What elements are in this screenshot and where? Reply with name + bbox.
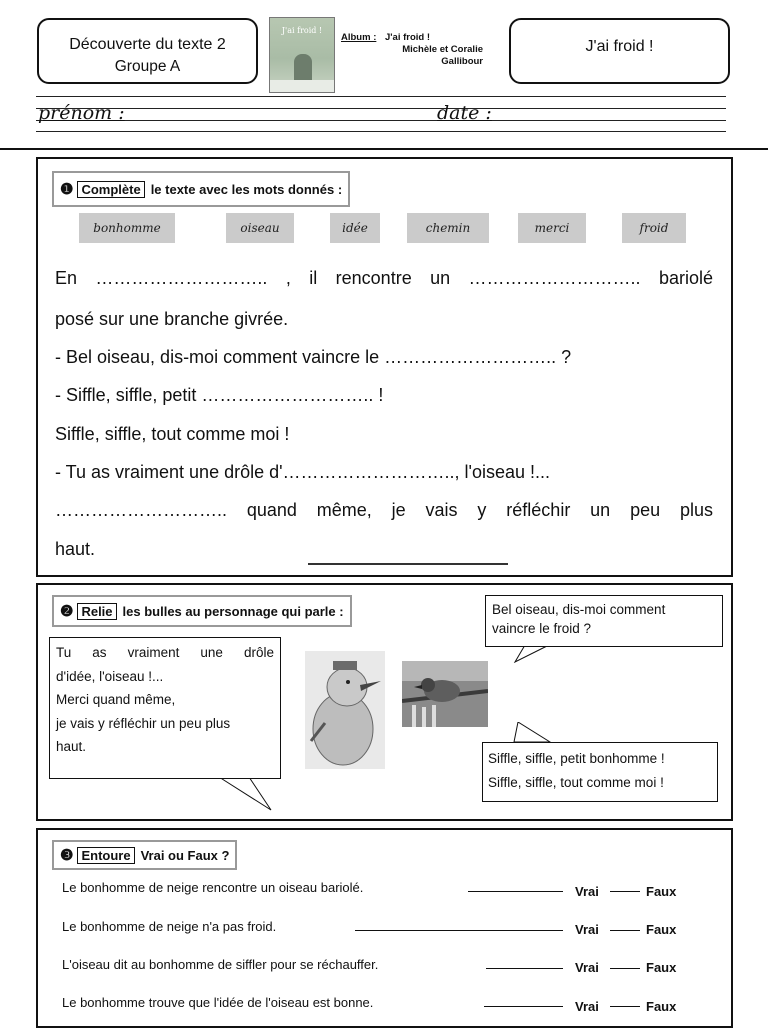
writing-line [36,108,726,109]
bubble-line: Merci quand même, [56,692,176,707]
speech-bubble-snowman [49,637,281,813]
album-line1 [341,32,483,44]
bubble-box [49,637,281,779]
text-line: posé sur une branche givrée. [55,309,289,329]
word-tile: oiseau [226,213,294,243]
word-tile: froid [622,213,686,243]
statement: Le bonhomme de neige n'a pas froid. [62,919,277,934]
snowman-image [305,651,385,769]
exercise-3-verb: Entoure [77,847,134,864]
vrai-option[interactable]: Vrai [575,884,599,899]
statement-leader [484,1006,563,1007]
album-info [341,32,483,68]
option-connector [610,930,640,931]
title-box [37,18,258,84]
decorative-rule [308,563,508,565]
album-label: Album : [341,32,377,43]
exercise-2-verb: Relie [77,603,116,620]
album-cover-image [269,17,335,93]
exercise-1-text: le texte avec les mots donnés : [150,181,343,197]
bubble-line: Siffle, siffle, petit bonhomme ! [488,751,665,766]
text-line: - Bel oiseau, dis-moi comment vaincre le ……………………….. ? [55,347,572,367]
exercise-2-text: les bulles au personnage qui parle : [122,603,344,619]
statement: Le bonhomme trouve que l'idée de l'oiseau est bonne. [62,995,374,1010]
speech-bubble-bird-question [485,595,723,663]
statement: L'oiseau dit au bonhomme de siffler pour se réchauffer. [62,957,379,972]
exercise-3-text: Vrai ou Faux ? [140,847,230,863]
word-tile: merci [518,213,586,243]
text-line: - Siffle, siffle, petit ……………………….. ! [55,385,384,405]
faux-option[interactable]: Faux [646,960,677,975]
album-authors-2: Gallibour [441,56,483,67]
vrai-option[interactable]: Vrai [575,960,599,975]
cover-title: J'ai froid ! [281,26,323,35]
option-connector [610,891,640,892]
exercise-3-instruction [52,840,237,870]
prenom-label: prénom : [38,102,125,124]
statement: Le bonhomme de neige rencontre un oiseau bariolé. [62,880,364,895]
right-title-box [509,18,730,84]
bubble-line: Tu as vraiment une drôle [56,645,274,660]
bubble-box [482,742,718,802]
word-tile: bonhomme [79,213,175,243]
exercise-1-instruction [52,171,350,207]
album-title: J'ai froid ! [385,32,431,43]
album-authors: Michèle et Coralie [402,44,483,55]
bird-image [402,661,488,727]
exercise-3-number: ❸ [60,847,74,864]
bubble-box [485,595,723,647]
vrai-option[interactable]: Vrai [575,922,599,937]
faux-option[interactable]: Faux [646,999,677,1014]
exercise-2-instruction [52,595,352,627]
statement-leader [355,930,563,931]
header-separator [0,148,768,150]
exercise-2-number: ❷ [60,603,74,620]
bubble-line: haut. [56,739,87,754]
title-main: Découverte du texte 2 [69,36,226,53]
word-tile: idée [330,213,380,243]
bubble-line: je vais y réfléchir un peu plus [56,715,231,731]
text-line: ……………………….. quand même, je vais y réfléchir un peu plus [55,500,713,520]
exercise-1-verb: Complète [77,181,144,198]
title-group: Groupe A [114,58,181,75]
writing-line [36,120,726,121]
bubble-line: d'idée, l'oiseau !... [56,668,164,684]
bubble-line: Bel oiseau, dis-moi comment [492,602,666,617]
right-title: J'ai froid ! [585,38,654,55]
date-label: date : [437,102,492,124]
statement-leader [486,968,563,969]
statement-leader [468,891,563,892]
text-line: - Tu as vraiment une drôle d'……………………….., l'oiseau !... [55,462,551,482]
text-line: Siffle, siffle, tout comme moi ! [55,424,290,444]
faux-option[interactable]: Faux [646,922,677,937]
writing-line [36,131,726,132]
faux-option[interactable]: Faux [646,884,677,899]
text-line: En ……………………….. , il rencontre un ……………………….. bariolé [55,268,713,288]
cover-ground [270,80,334,92]
exercise-1-number: ❶ [60,181,74,198]
vrai-option[interactable]: Vrai [575,999,599,1014]
option-connector [610,968,640,969]
text-line: haut. [55,539,96,559]
speech-bubble-bird-answer [482,722,718,804]
bubble-line: vaincre le froid ? [492,621,592,636]
writing-line [36,96,726,97]
option-connector [610,1006,640,1007]
word-tile: chemin [407,213,489,243]
bubble-line: Siffle, siffle, tout comme moi ! [488,775,664,790]
